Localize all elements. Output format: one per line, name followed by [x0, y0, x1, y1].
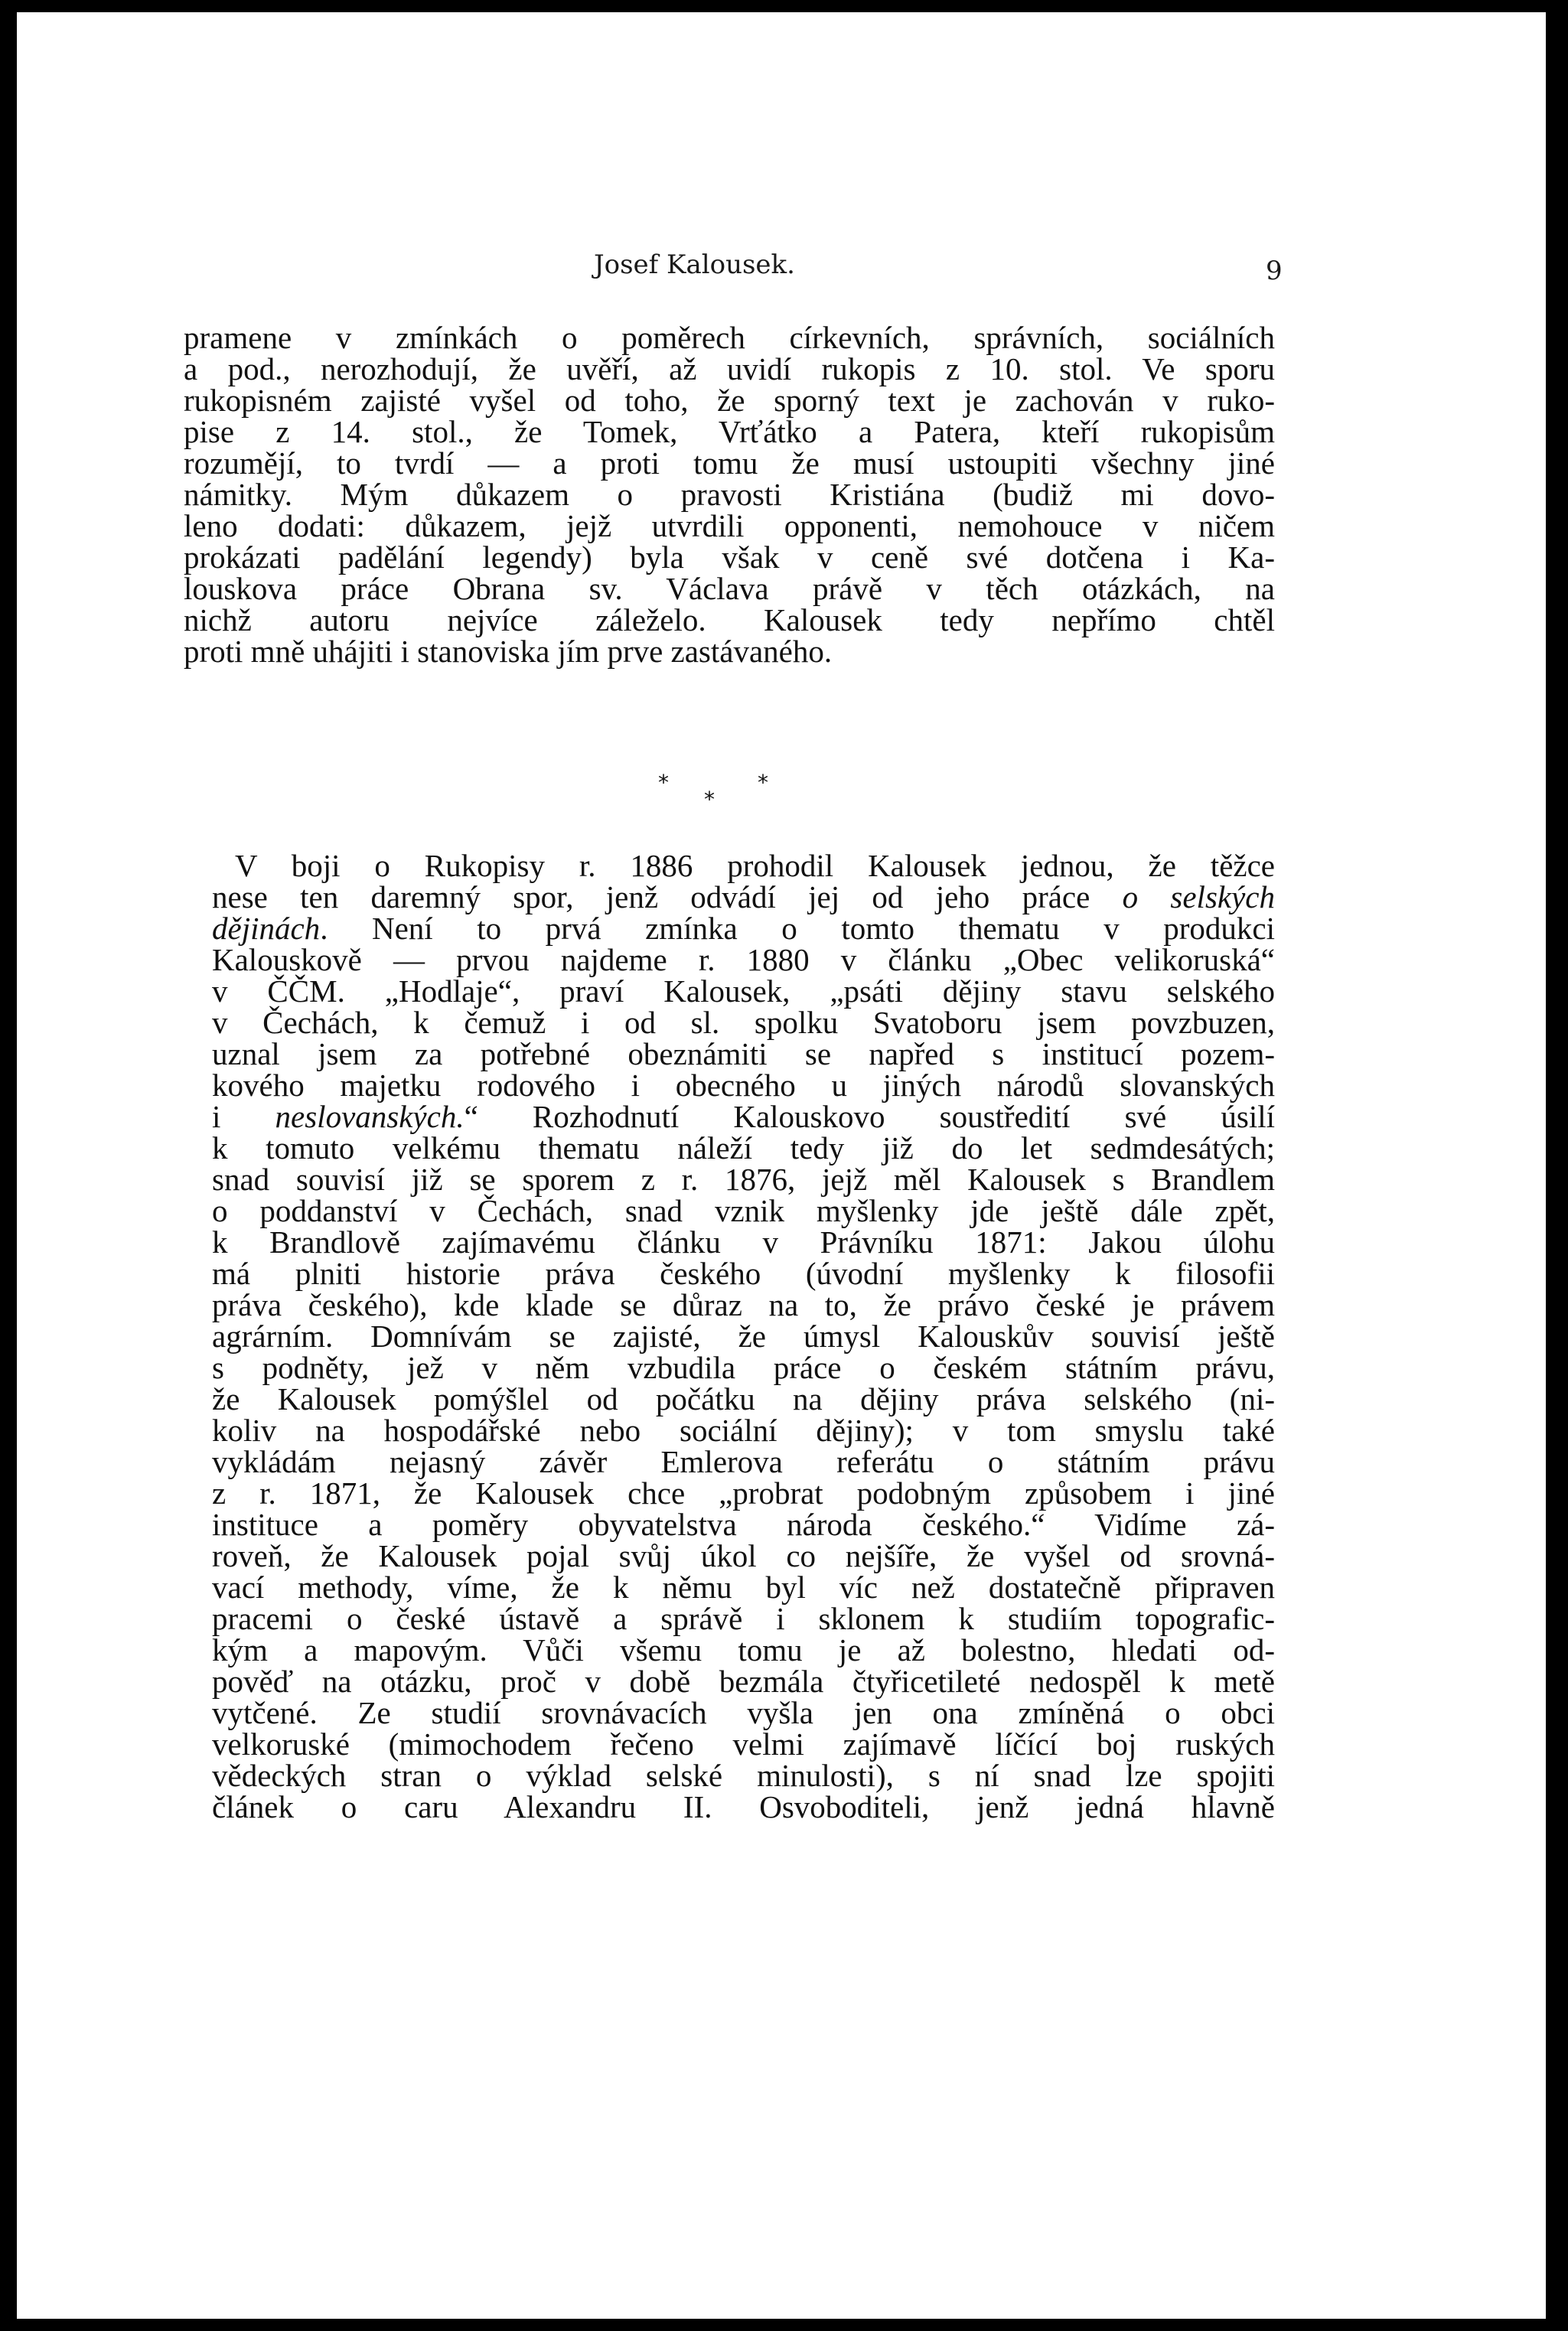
text-line [212, 878, 1276, 914]
text-line: roveň, že Kalousek pojal svůj úkol co nejšíře, že vyšel od srovná- [212, 1538, 1275, 1573]
text-line: vykládám nejasný závěr Emlerova referátu o státním právu [212, 1444, 1275, 1479]
text-line: v ČČM. „Hodlaje“, praví Kalousek, „psáti dějiny stavu selského [212, 973, 1275, 1009]
text-line: o poddanství v Čechách, snad vznik myšlenky jde ještě dále zpět, [212, 1193, 1275, 1228]
paragraph-2 [212, 846, 1276, 1824]
italic-title: o selských [1122, 879, 1276, 914]
text-line: že Kalousek pomýšlel od počátku na dějiny práva selského (ni- [212, 1381, 1275, 1417]
text-line: V boji o Rukopisy r. 1886 prohodil Kalousek jednou, že těžce [235, 848, 1275, 883]
running-header [17, 249, 1546, 295]
running-title: Josef Kalousek. [594, 249, 795, 280]
text-line: kového majetku rodového i obecného u jiných národů slovanských [212, 1068, 1275, 1103]
text-line: k tomuto velkému thematu náleží tedy již do let sedmdesátých; [212, 1130, 1275, 1166]
text-line: vědeckých stran o výklad selské minulosti), s ní snad lze spojiti [212, 1758, 1275, 1793]
text-line: článek o caru Alexandru II. Osvoboditeli, jenž jedná hlavně [212, 1789, 1275, 1824]
section-separator [644, 770, 836, 816]
text-line: proti mně uhájiti i stanoviska jím prve zastávaného. [184, 634, 833, 669]
text-line: snad souvisí již se sporem z r. 1876, jejž měl Kalousek s Brandlem [212, 1162, 1275, 1197]
text-line: instituce a poměry obyvatelstva národa českého.“ Vidíme zá- [212, 1507, 1275, 1542]
text-line: rukopisném zajisté vyšel od toho, že sporný text je zachován v ruko- [184, 383, 1275, 418]
text-line [212, 1097, 1275, 1134]
scan-left-edge [0, 0, 17, 2331]
text-line: prokázati padělání legendy) byla však v ceně své dotčena i Ka- [184, 540, 1275, 575]
text-line: v Čechách, k čemuž i od sl. spolku Svatoboru jsem povzbuzen, [212, 1005, 1275, 1040]
asterisk: * [704, 787, 715, 812]
text-line: práva českého), kde klade se důraz na to, že právo české je právem [212, 1287, 1275, 1322]
text-line: k Brandlově zajímavému článku v Právníku 1871: Jakou úlohu [212, 1224, 1275, 1260]
text-line: s podněty, jež v něm vzbudila práce o českém státním právu, [212, 1350, 1275, 1385]
text-line: agrárním. Domnívám se zajisté, že úmysl Kalouskův souvisí ještě [212, 1319, 1275, 1354]
text-line [212, 909, 1275, 946]
text-line: nichž autoru nejvíce záleželo. Kalousek tedy nepřímo chtěl [184, 602, 1275, 637]
asterisk: * [758, 770, 768, 795]
text-line: vací methody, víme, že k němu byl víc než dostatečně připraven [212, 1570, 1275, 1605]
text-line: pověď na otázku, proč v době bezmála čtyřicetileté nedospěl k metě [212, 1664, 1275, 1699]
text-line: námitky. Mým důkazem o pravosti Kristiána (budiž mi dovo- [184, 477, 1275, 512]
text-line: louskova práce Obrana sv. Václava právě v těch otázkách, na [184, 571, 1275, 606]
asterisk: * [658, 770, 669, 795]
text-run: . Není to prvá zmínka o tomto thematu v produkci [320, 911, 1275, 946]
text-line: uznal jsem za potřebné obeznámiti se napřed s institucí pozem- [212, 1036, 1275, 1071]
text-line: z r. 1871, že Kalousek chce „probrat podobným způsobem i jiné [212, 1475, 1275, 1511]
text-line: pise z 14. stol., že Tomek, Vrťátko a Patera, kteří rukopisům [184, 414, 1275, 449]
text-run: i [212, 1099, 275, 1134]
book-page [17, 12, 1546, 2319]
text-run: “ Rozhodnutí Kalouskovo soustředití své úsilí [464, 1099, 1275, 1134]
italic-title: dějinách [212, 911, 321, 946]
italic-word: neslovanských. [275, 1099, 465, 1134]
text-line: má plniti historie práva českého (úvodní myšlenky k filosofii [212, 1256, 1275, 1291]
text-line: kým a mapovým. Vůči všemu tomu je až bolestno, hledati od- [212, 1632, 1275, 1668]
page-number: 9 [1266, 256, 1283, 286]
paragraph-1 [184, 318, 1275, 669]
text-line: Kalouskově — prvou najdeme r. 1880 v článku „Obec velikoruská“ [212, 942, 1275, 977]
text-line: pracemi o české ústavě a správě i sklonem k studiím topografic- [212, 1601, 1275, 1636]
text-line: rozumějí, to tvrdí — a proti tomu že musí ustoupiti všechny jiné [184, 445, 1275, 481]
text-line: velkoruské (mimochodem řečeno velmi zajímavě líčící boj ruských [212, 1726, 1275, 1762]
text-line: koliv na hospodářské nebo sociální dějiny); v tom smyslu také [212, 1413, 1275, 1448]
text-run: nese ten daremný spor, jenž odvádí jej od jeho práce [212, 879, 1123, 914]
text-line: a pod., nerozhodují, že uvěří, až uvidí rukopis z 10. stol. Ve sporu [184, 351, 1275, 386]
text-line: pramene v zmínkách o poměrech církevních, správních, sociálních [184, 320, 1275, 355]
text-line: leno dodati: důkazem, jejž utvrdili opponenti, nemohouce v ničem [184, 508, 1275, 543]
text-line: vytčené. Ze studií srovnávacích vyšla jen ona zmíněná o obci [212, 1695, 1275, 1730]
scan-right-edge [1546, 0, 1568, 2331]
